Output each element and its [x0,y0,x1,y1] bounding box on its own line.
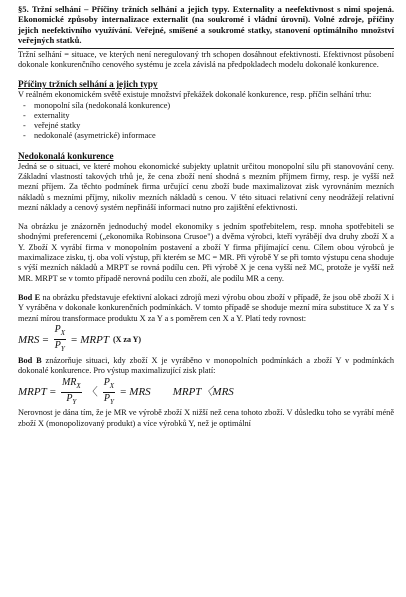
formula-equals: = [49,386,56,399]
formula-mrs [18,324,394,354]
causes-title: Příčiny tržních selhání a jejich typy [18,79,158,90]
point-b-text: znázorňuje situaci, kdy zboží X je vyráběno v monopolních podmínkách a zboží Y v podmínkách dokonalé konkurence. Pro výstup maximalizující zisk platí: [18,355,394,376]
formula-equals: = [120,386,127,399]
formula-lhs: MRS [18,333,40,346]
definition-paragraph: Tržní selhání = situace, ve kterých není neregulovaný trh schopen dosáhnout efektivnosti. Efektivnost působení dokonale konkurenčního cenového systému je zcela závislá na předpokladech modelu dokonalé konkurence. [18,49,394,69]
list-item: - externality [18,111,394,121]
causes-intro: V reálném ekonomickém světě existuje množství překážek dokonalé konkurence, resp. příčin selhání trhu: [18,90,372,100]
mr-price-fraction: $\frac{MR_X}{P_Y}$ [61,376,81,406]
price-ratio-fraction: $\frac{P_X}{P_Y}$ [103,376,115,406]
formula-equals: = [71,333,78,346]
price-ratio-fraction: $\frac{P_X}{P_Y}$ [54,324,65,354]
inequality-paragraph: Nerovnost je dána tím, že je MR ve výrobě zboží X nižší než cena tohoto zboží. V důsledku toho se vyrábí méně zboží X (monopolizovaný produkt) a více výrobků Y, než je optimální [18,408,394,428]
causes-list [18,101,394,142]
formula-note: (X za Y) [112,334,142,344]
point-e-label: Bod E [18,292,41,302]
formula-mid: MRS [129,386,151,399]
list-item: - veřejné statky [18,121,394,131]
formula-less-than: 〈 [86,386,98,399]
imperfect-paragraph-1: Jedná se o situaci, ve které mohou ekonomické subjekty uplatnit určitou monopolní sílu při stanovování ceny. Základní vlastností takových trhů je, že cena zboží není shodná s mezním příjmem firmy, resp. je vyšší než mezní příjem. Za těchto podmínek firma určující cenu zboží bude maximalizovat zisk vyrovnáním mezních nákladů s mezními příjmy, nikoliv mezních nákladů s cenou. V této situaci relativní ceny neodrážejí relativní mezní náklady a cenový systém nepřináší informaci nutno pro zajištění efektivnosti. [18,161,394,212]
list-item: - nedokonalé (asymetrické) informace [18,131,394,141]
formula-tail: MRPT〈MRS [172,386,234,399]
point-e-paragraph [18,293,394,324]
formula-equals: = [42,333,49,346]
formula-lhs: MRPT [18,386,47,399]
section-heading: §5. Tržní selhání – Příčiny tržních selhání a jejich typy. Externality a neefektivnost s nimi spojená. Ekonomické způsoby internalizace externalit (na soukromé i vládní úrovni). Volné zdroje, příčiny jejich neefektivního využívání. Veřejné, smíšené a soukromé statky, stanovení optimálního množství veřejných statků. [18,4,394,46]
list-item: - monopolní síla (nedokonalá konkurence) [18,101,394,111]
point-e-text: na obrázku představuje efektivní alokaci zdrojů mezi výrobu obou zboží v případě, že jsou obě zboží X i Y vyráběna v dokonale konkurenčních podmínkách. V tomto případě se shoduje mezní míra substituce X za Y s mezní mírou transformace produktu X za Y a s poměrem cen X a Y. Platí tedy rovnost: [18,292,394,323]
heading-divider [18,48,394,49]
formula-mrpt [18,376,394,406]
point-b-label: Bod B [18,355,42,365]
point-b-paragraph [18,356,394,377]
imperfect-competition-title: Nedokonalá konkurence [18,150,114,161]
imperfect-paragraph-2: Na obrázku je znázorněn jednoduchý model ekonomiky s jedním spotřebitelem, resp. mnoha spotřebiteli se shodnými preferencemi („ekonomika Robinsona Crusoe") a dvěma výrobci, kteří vyrábějí dva druhy zboží X a Y. Zboží X vyrábí firma v monopolním postavení a zboží Y firma přijímající cenu. Cílem obou výrobců je maximalizace zisku, tj. oba volí výstup, při kterém se MC = MR. Při výrobě Y se při tomto výstupu cena shoduje s výší mezních nákladů a MRPT se rovná podílu cen. Při výrobě X je cena vyšší než MC, protože je vyšší než MR. MRPT se v tomto případě nerovná podílu cen zboží, ale podílu MR a ceny. [18,222,394,283]
formula-rhs: MRPT [80,333,109,346]
